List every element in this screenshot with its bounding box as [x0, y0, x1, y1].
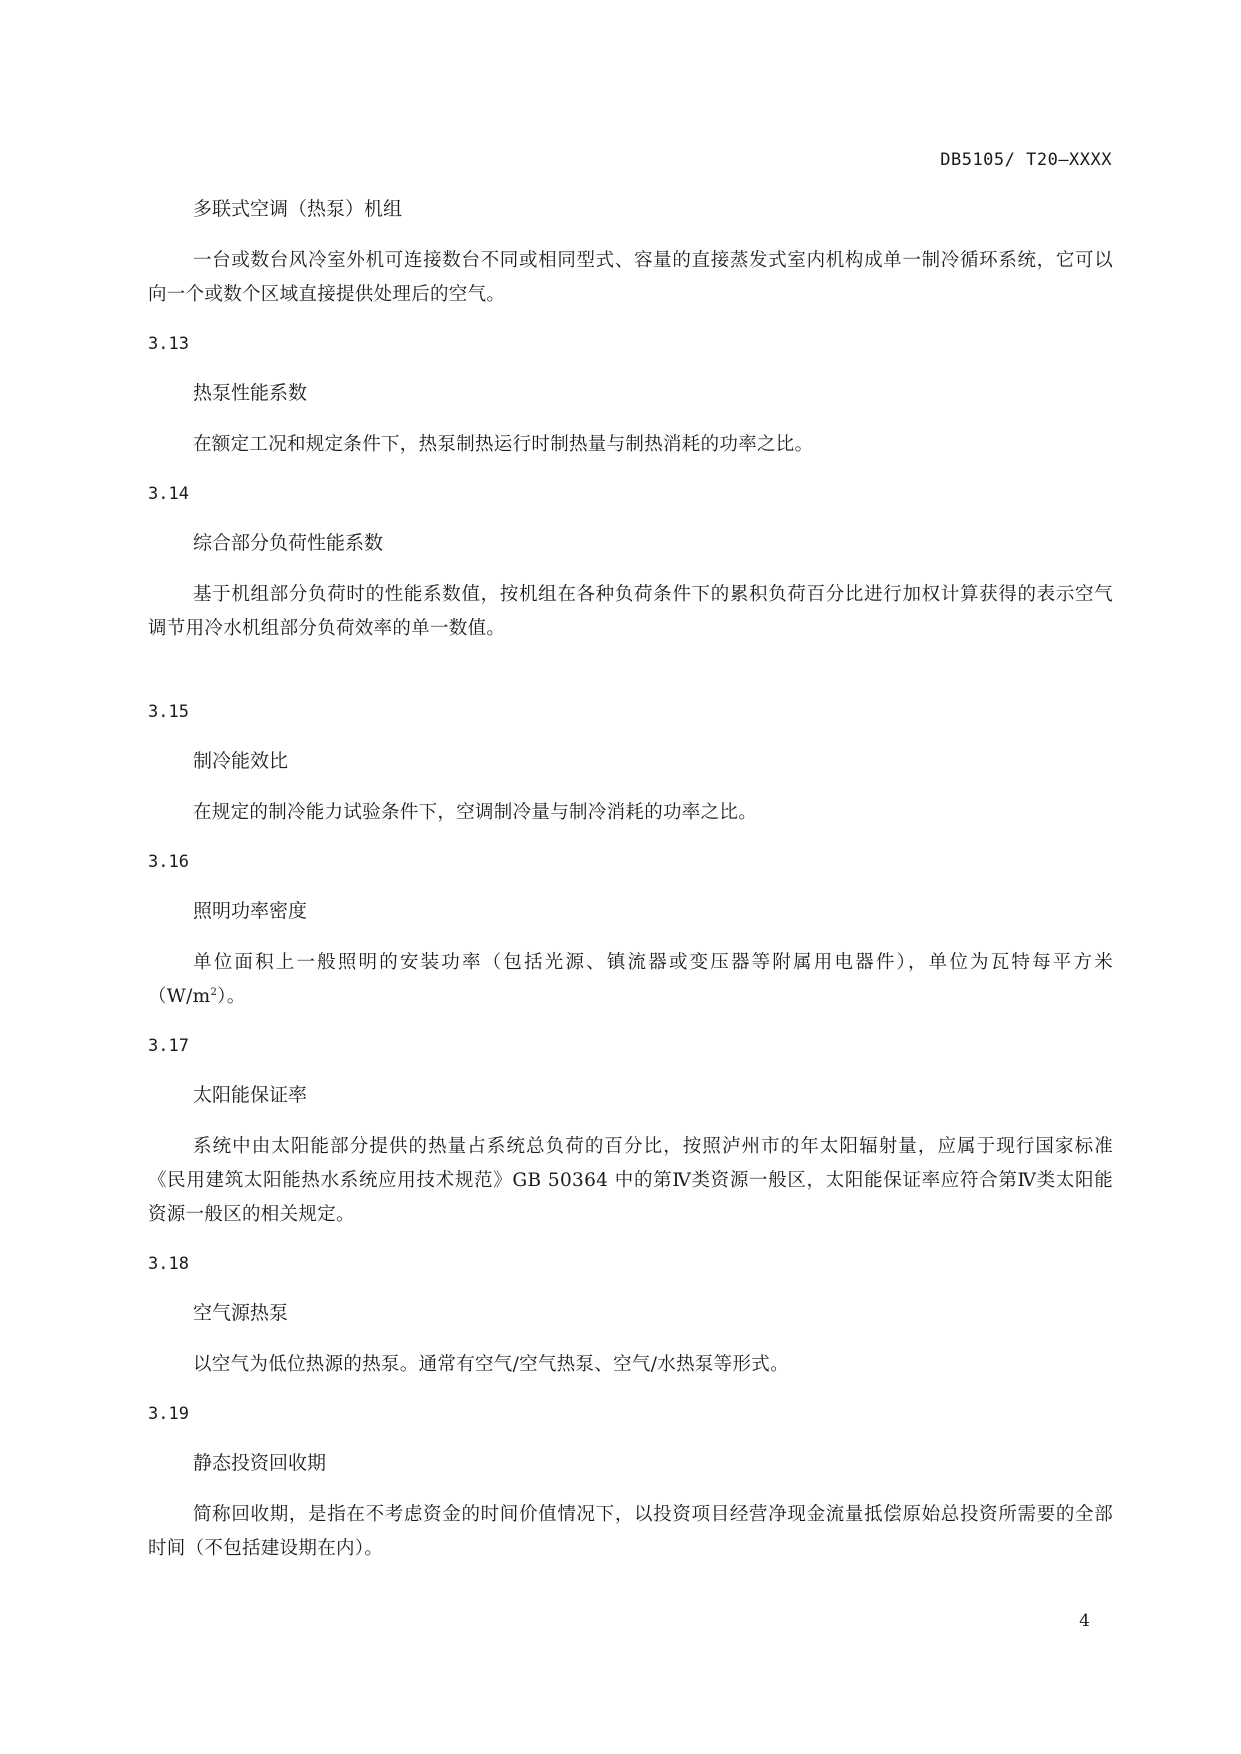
term-definition: 基于机组部分负荷时的性能系数值，按机组在各种负荷条件下的累积负荷百分比进行加权计算获得的表示空气调节用冷水机组部分负荷效率的单一数值。 [148, 584, 1113, 639]
clause-number: 3.14 [148, 484, 189, 504]
term-definition: 在额定工况和规定条件下，热泵制热运行时制热量与制热消耗的功率之比。 [193, 434, 814, 455]
definition-text: 单位面积上一般照明的安装功率（包括光源、镇流器或变压器等附属用电器件），单位为瓦特每平方米（W/m [148, 952, 1113, 1007]
clause-number: 3.18 [148, 1254, 189, 1274]
term-title: 制冷能效比 [193, 750, 289, 772]
term-title: 多联式空调（热泵）机组 [193, 198, 403, 220]
term-definition: 在规定的制冷能力试验条件下，空调制冷量与制冷消耗的功率之比。 [193, 802, 758, 823]
term-title: 热泵性能系数 [193, 382, 308, 404]
term-definition: 以空气为低位热源的热泵。通常有空气/空气热泵、空气/水热泵等形式。 [193, 1354, 789, 1375]
definition-text-end: ）。 [217, 986, 246, 1007]
term-definition [148, 946, 1113, 1014]
document-code: DB5105/ T20—XXXX [940, 150, 1112, 170]
term-title: 照明功率密度 [193, 900, 308, 922]
document-body [148, 195, 1113, 1585]
term-definition: 系统中由太阳能部分提供的热量占系统总负荷的百分比，按照泸州市的年太阳辐射量，应属于现行国家标准《民用建筑太阳能热水系统应用技术规范》GB 50364 中的第Ⅳ类资源一般区，太阳能保证率应符合第Ⅳ类太阳能资源一般区的相关规定。 [148, 1136, 1113, 1225]
term-title: 综合部分负荷性能系数 [193, 532, 384, 554]
clause-number: 3.15 [148, 702, 189, 722]
clause-number: 3.16 [148, 852, 189, 872]
clause-number: 3.13 [148, 334, 189, 354]
term-definition: 一台或数台风冷室外机可连接数台不同或相同型式、容量的直接蒸发式室内机构成单一制冷循环系统，它可以向一个或数个区域直接提供处理后的空气。 [148, 250, 1113, 305]
page-number: 4 [1079, 1611, 1090, 1631]
clause-number: 3.17 [148, 1036, 189, 1056]
term-title: 静态投资回收期 [193, 1452, 327, 1474]
unit-exponent: 2 [210, 986, 218, 998]
clause-number: 3.19 [148, 1404, 189, 1424]
term-title: 空气源热泵 [193, 1302, 289, 1324]
term-title: 太阳能保证率 [193, 1084, 308, 1106]
term-definition: 简称回收期，是指在不考虑资金的时间价值情况下，以投资项目经营净现金流量抵偿原始总投资所需要的全部时间（不包括建设期在内）。 [148, 1504, 1113, 1559]
